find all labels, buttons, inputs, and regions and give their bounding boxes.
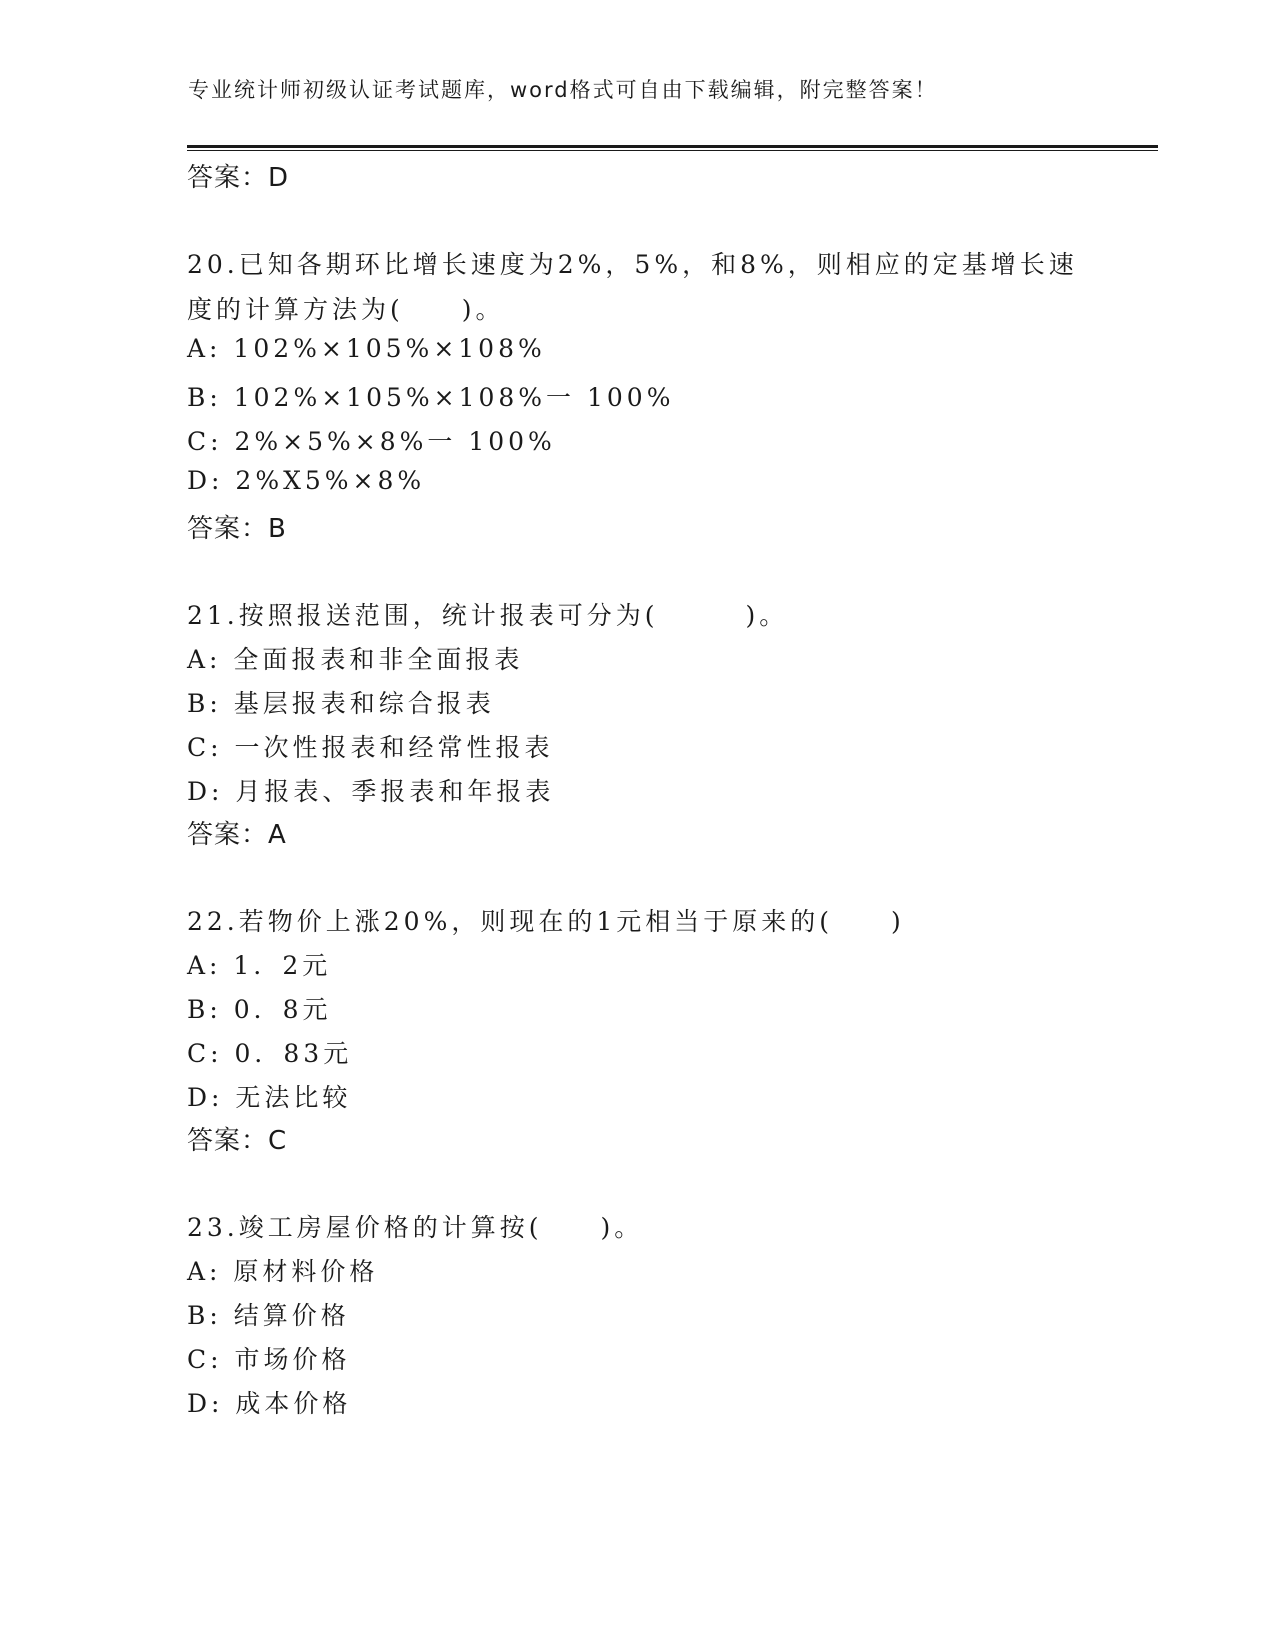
header-divider-thin [187, 150, 1158, 151]
question-22-option-b: B: 0．8元 [187, 995, 332, 1024]
question-23-option-d: D: 成本价格 [187, 1389, 352, 1418]
page-header: 专业统计师初级认证考试题库，word格式可自由下载编辑，附完整答案！ [188, 78, 938, 102]
answer-19: 答案：D [187, 163, 290, 193]
question-20-option-d: D: 2%X5%×8% [187, 466, 426, 495]
question-22-stem: 22.若物价上涨20%，则现在的1元相当于原来的( ) [187, 907, 905, 936]
question-20-option-a: A: 102%×105%×108% [187, 334, 546, 363]
question-21-option-b: B: 基层报表和综合报表 [187, 689, 495, 718]
question-21-option-d: D: 月报表、季报表和年报表 [187, 777, 555, 806]
answer-22: 答案：C [187, 1126, 288, 1156]
question-20-stem-line1: 20.已知各期环比增长速度为2%，5%，和8%，则相应的定基增长速 [187, 250, 1078, 279]
question-21-option-c: C: 一次性报表和经常性报表 [187, 733, 554, 762]
question-20-stem-line2: 度的计算方法为( )。 [187, 295, 505, 324]
question-22-option-a: A: 1．2元 [187, 951, 332, 980]
question-23-option-c: C: 市场价格 [187, 1345, 351, 1374]
question-20-option-c: C: 2%×5%×8%一 100% [187, 427, 556, 456]
question-22-option-d: D: 无法比较 [187, 1083, 352, 1112]
question-20-option-b: B: 102%×105%×108%一 100% [187, 383, 675, 412]
header-divider-thick [187, 145, 1158, 148]
question-23-option-a: A: 原材料价格 [187, 1257, 379, 1286]
answer-20: 答案：B [187, 514, 287, 544]
question-23-stem: 23.竣工房屋价格的计算按( )。 [187, 1213, 644, 1242]
answer-21: 答案：A [187, 820, 287, 850]
question-23-option-b: B: 结算价格 [187, 1301, 350, 1330]
question-21-stem: 21.按照报送范围，统计报表可分为( )。 [187, 601, 789, 630]
question-21-option-a: A: 全面报表和非全面报表 [187, 645, 524, 674]
question-22-option-c: C: 0．83元 [187, 1039, 353, 1068]
